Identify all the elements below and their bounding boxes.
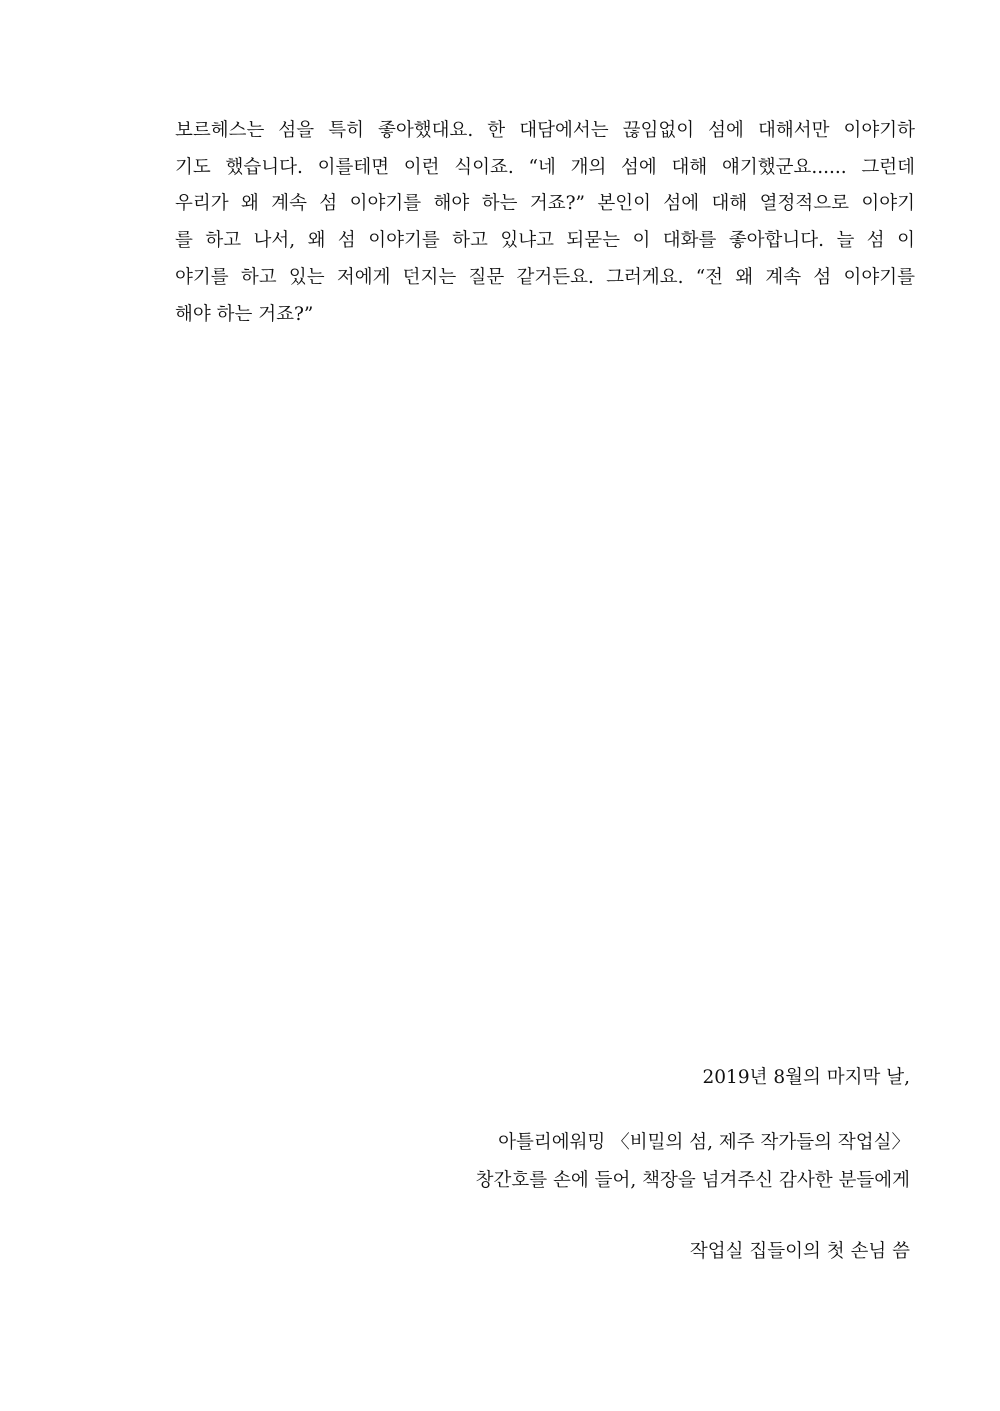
dedication-line: 창간호를 손에 들어, 책장을 넘겨주신 감사한 분들에게 [475,1170,910,1191]
closing-date: 2019년 8월의 마지막 날, [702,1067,910,1088]
signature: 작업실 집들이의 첫 손님 씀 [689,1241,910,1262]
paragraph-line: 야기를 하고 있는 저에게 던지는 질문 같거든요. 그러게요. “전 왜 계속 섬 이야기를 [175,266,915,288]
paragraph-line: 보르헤스는 섬을 특히 좋아했대요. 한 대담에서는 끊임없이 섬에 대해서만 이야기하 [175,120,915,141]
paragraph-line: 해야 하는 거죠?” [175,303,314,325]
paragraph-line: 우리가 왜 계속 섬 이야기를 해야 하는 거죠?” 본인이 섬에 대해 열정적으로 이야기 [175,193,915,215]
dedication-line: 아틀리에워밍 〈비밀의 섬, 제주 작가들의 작업실〉 [498,1132,910,1153]
paragraph-line: 를 하고 나서, 왜 섬 이야기를 하고 있냐고 되묻는 이 대화를 좋아합니다. 늘 섬 이 [175,230,915,252]
paragraph-line: 기도 했습니다. 이를테면 이런 식이죠. “네 개의 섬에 대해 얘기했군요...... 그런데 [175,156,915,178]
body-paragraph [175,113,915,333]
